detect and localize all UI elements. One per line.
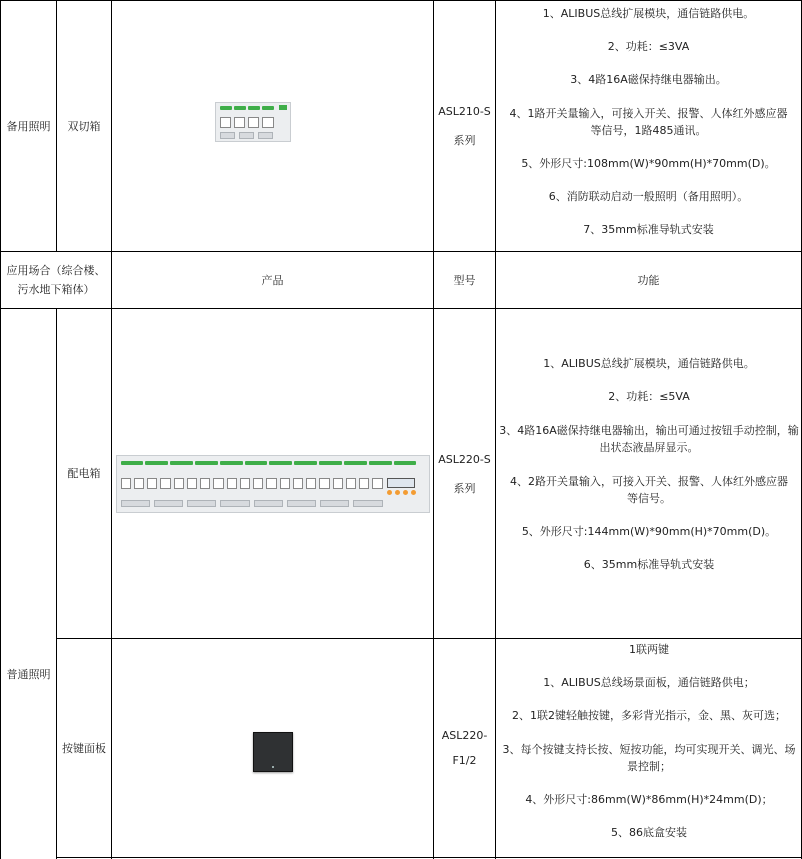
model-cell	[434, 639, 495, 857]
product-name-cell	[57, 1, 111, 251]
header-label: 应用场合（综合楼、污水地下箱体）	[6, 264, 106, 296]
model-line: ASL210-S	[438, 105, 491, 118]
feature-line: 1、ALIBUS总线扩展模块，通信链路供电。	[543, 357, 755, 370]
feature-line: 7、35mm标准导轨式安装	[583, 223, 714, 236]
product-name-cell	[57, 309, 111, 638]
header-label: 产品	[261, 273, 284, 287]
product-image-cell	[112, 639, 433, 857]
din-rail-module-image	[215, 102, 291, 142]
product-image-cell	[112, 309, 433, 638]
category-label: 备用照明	[6, 119, 51, 133]
header-label: 型号	[453, 273, 476, 287]
product-name: 双切箱	[67, 119, 101, 133]
model-cell	[434, 309, 495, 638]
feature-line: 5、86底盒安装	[611, 826, 687, 839]
grid-line	[495, 0, 496, 859]
keypad-panel-image	[253, 732, 293, 772]
feature-line: 4、2路开关量输入，可接入开关、报警、人体红外感应器等信号。	[510, 475, 788, 505]
header-application	[1, 252, 111, 308]
feature-line: 2、1联2键轻触按键，多彩背光指示，金、黑、灰可选；	[512, 709, 786, 722]
feature-line: 3、4路16A磁保持继电器输出。	[570, 73, 727, 86]
feature-line: 3、每个按键支持长按、短按功能，均可实现开关、调光、场景控制；	[502, 743, 796, 773]
feature-line: 5、外形尺寸:144mm(W)*90mm(H)*70mm(D)。	[521, 525, 777, 538]
product-image-cell	[112, 1, 433, 251]
feature-line: 2、功耗：≤3VA	[607, 40, 690, 53]
product-name-cell	[57, 639, 111, 857]
model-line: ASL220-S	[438, 452, 491, 466]
features-cell	[497, 356, 801, 590]
features-cell	[497, 642, 801, 841]
feature-line: 2、功耗：≤5VA	[608, 390, 690, 403]
product-name: 配电箱	[67, 467, 101, 480]
category-label: 普通照明	[6, 667, 51, 681]
feature-line: 1联两键	[629, 643, 669, 656]
feature-line: 4、1路开关量输入，可接入开关、报警、人体红外感应器等信号，1路485通讯。	[509, 107, 788, 137]
model-cell	[434, 1, 495, 251]
feature-line: 4、外形尺寸:86mm(W)*86mm(H)*24mm(D)；	[525, 793, 773, 806]
model-line: F1/2	[452, 754, 477, 767]
header-model	[434, 252, 495, 308]
feature-line: 3、4路16A磁保持继电器输出，输出可通过按钮手动控制，输出状态液晶屏显示。	[499, 424, 799, 454]
feature-line: 6、消防联动启动一般照明（备用照明）。	[548, 190, 749, 203]
header-product	[112, 252, 433, 308]
feature-line: 5、外形尺寸:108mm(W)*90mm(H)*70mm(D)。	[521, 157, 776, 170]
features-cell	[498, 6, 799, 255]
model-line: 系列	[453, 134, 476, 147]
feature-line: 6、35mm标准导轨式安装	[583, 558, 715, 571]
header-label: 功能	[637, 273, 660, 287]
category-backup-lighting	[1, 1, 56, 251]
model-line: ASL220-	[441, 729, 488, 742]
feature-line: 1、ALIBUS总线扩展模块，通信链路供电。	[542, 7, 755, 20]
feature-line: 1、ALIBUS总线场景面板，通信链路供电；	[543, 676, 755, 689]
grid-line	[56, 857, 802, 858]
product-name: 按键面板	[62, 741, 106, 755]
header-function	[496, 252, 801, 308]
din-rail-controller-image	[116, 455, 430, 513]
category-normal-lighting	[1, 309, 56, 859]
model-line: 系列	[453, 481, 476, 495]
